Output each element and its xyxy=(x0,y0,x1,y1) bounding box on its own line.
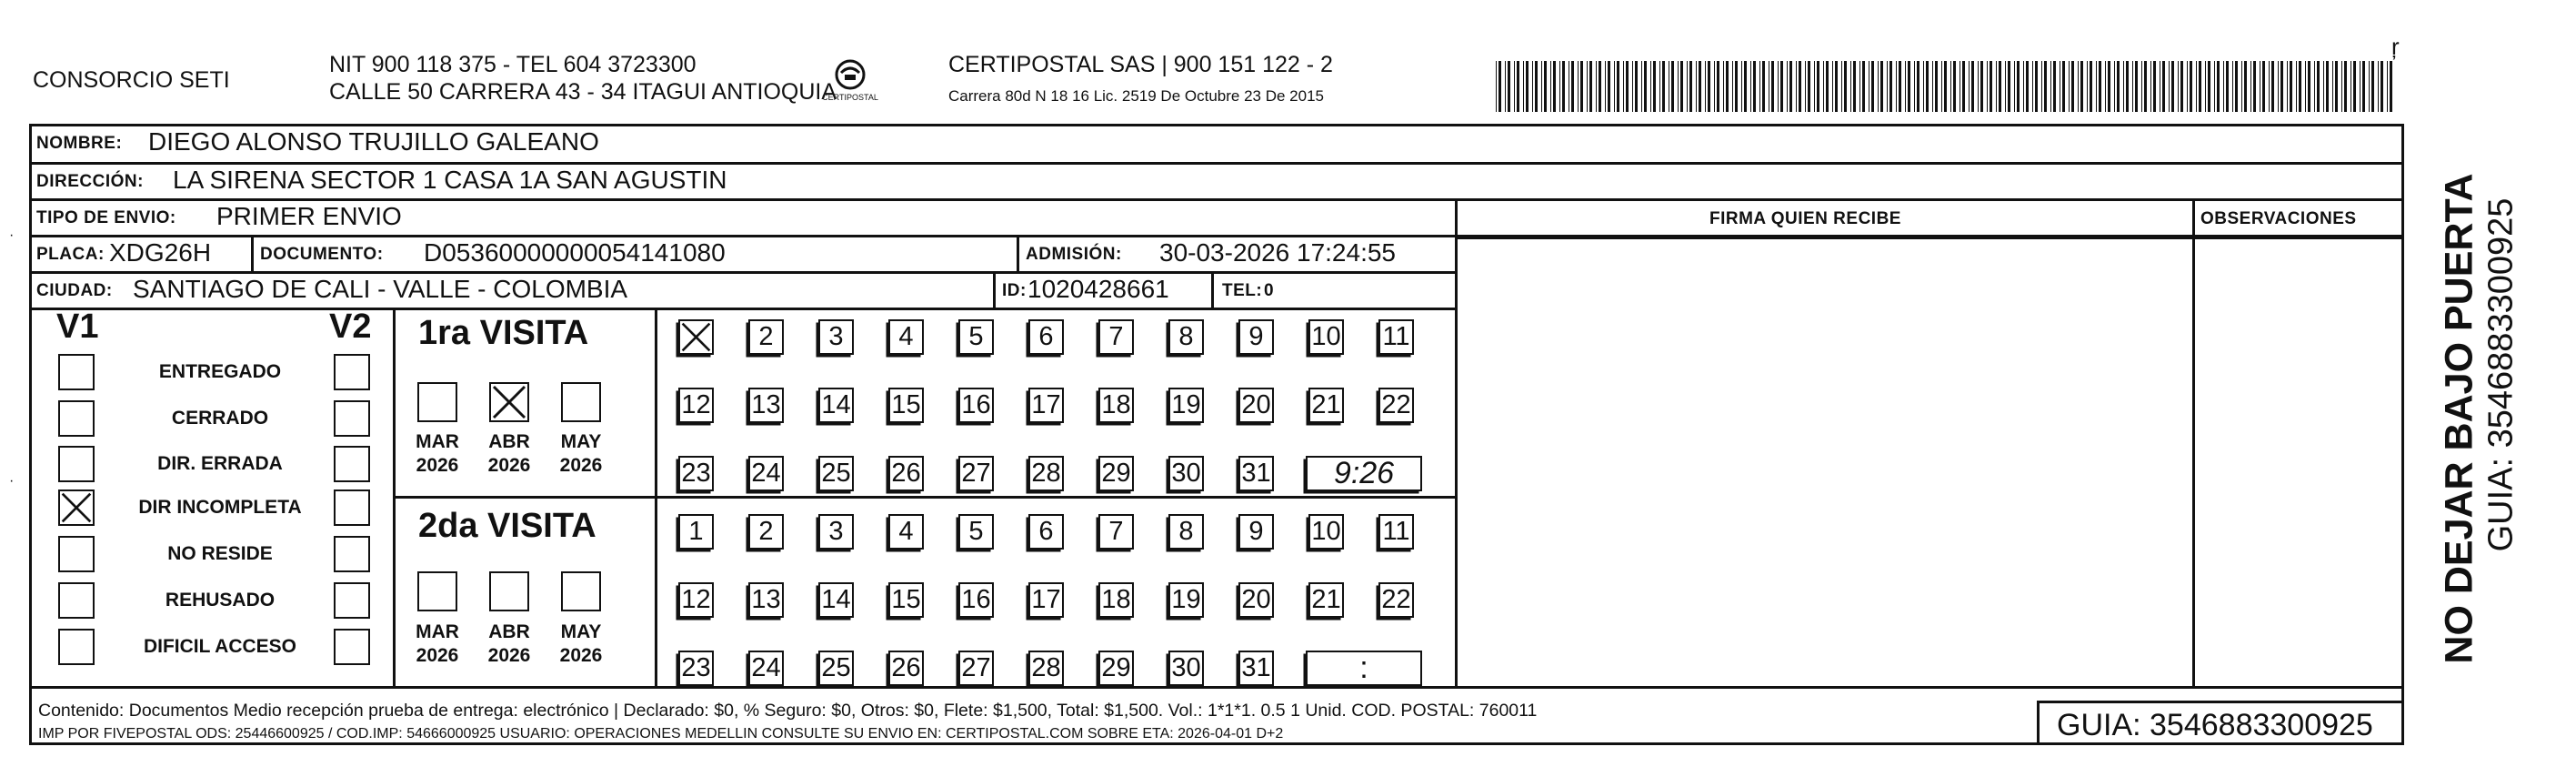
month-label: MAR 2026 xyxy=(416,621,459,666)
day-box[interactable]: 28 xyxy=(1028,456,1064,491)
day-box[interactable]: 18 xyxy=(1098,582,1134,618)
nombre-label: NOMBRE: xyxy=(36,134,123,153)
v1-checkbox[interactable] xyxy=(58,629,95,665)
day-box[interactable]: 29 xyxy=(1098,456,1134,491)
day-box[interactable]: 7 xyxy=(1098,319,1134,355)
day-box[interactable]: 18 xyxy=(1098,388,1134,423)
day-box[interactable]: 8 xyxy=(1168,319,1204,355)
documento-label: DOCUMENTO: xyxy=(260,245,384,264)
status-label: DIR. ERRADA xyxy=(157,453,283,474)
day-box[interactable]: 17 xyxy=(1028,388,1064,423)
admision-label: ADMISIÓN: xyxy=(1026,245,1122,264)
admision-value: 30-03-2026 17:24:55 xyxy=(1159,238,1396,267)
day-box[interactable]: 1 xyxy=(678,514,714,550)
scan-mark: · xyxy=(9,227,15,243)
logo-text: CERTIPOSTAL xyxy=(822,93,878,102)
v1-checkbox[interactable] xyxy=(58,400,95,437)
ciudad-value: SANTIAGO DE CALI - VALLE - COLOMBIA xyxy=(133,275,628,303)
v1-checkbox[interactable] xyxy=(58,446,95,482)
day-box[interactable]: 22 xyxy=(1378,582,1414,618)
status-label: CERRADO xyxy=(171,408,269,429)
nit-line: NIT 900 118 375 - TEL 604 3723300 xyxy=(329,52,697,77)
v1-checkbox[interactable] xyxy=(58,536,95,572)
day-box[interactable]: 3 xyxy=(818,514,854,550)
certipostal-line: CERTIPOSTAL SAS | 900 151 122 - 2 xyxy=(948,52,1333,77)
day-box[interactable]: 13 xyxy=(748,582,784,618)
observaciones-label: OBSERVACIONES xyxy=(2200,209,2357,228)
month-label: ABR 2026 xyxy=(487,621,531,666)
status-label: NO RESIDE xyxy=(167,543,273,564)
day-box[interactable]: 22 xyxy=(1378,388,1414,423)
certipostal-logo xyxy=(823,53,877,107)
day-box[interactable]: 30 xyxy=(1168,456,1204,491)
direccion-label: DIRECCIÓN: xyxy=(36,172,144,191)
v2-checkbox[interactable] xyxy=(334,629,370,665)
tipo-envio-label: TIPO DE ENVIO: xyxy=(36,208,176,227)
status-label: ENTREGADO xyxy=(158,361,282,382)
day-box[interactable]: 2 xyxy=(748,514,784,550)
tel-label: TEL: xyxy=(1222,281,1263,300)
day-box[interactable]: 12 xyxy=(678,388,714,423)
license-line: Carrera 80d N 18 16 Lic. 2519 De Octubre 23 De 2015 xyxy=(948,87,1324,105)
day-box[interactable]: 13 xyxy=(748,388,784,423)
month-label: MAY 2026 xyxy=(559,621,603,666)
day-box[interactable]: 16 xyxy=(958,582,994,618)
month-label: MAR 2026 xyxy=(416,431,459,476)
second-visit-label: 2da VISITA xyxy=(418,507,596,545)
month-checkbox[interactable] xyxy=(561,571,601,611)
status-label: REHUSADO xyxy=(165,590,276,610)
v2-checkbox[interactable] xyxy=(334,489,370,526)
day-box[interactable]: 3 xyxy=(818,319,854,355)
id-label: ID: xyxy=(1002,281,1027,300)
day-box[interactable]: 9 xyxy=(1238,514,1274,550)
day-box[interactable]: 4 xyxy=(888,514,924,550)
day-box[interactable]: 23 xyxy=(678,651,714,686)
month-checkbox[interactable] xyxy=(417,571,457,611)
documento-value: D05360000000054141080 xyxy=(424,238,726,267)
v1-checkbox[interactable] xyxy=(58,489,95,526)
month-label: ABR 2026 xyxy=(487,431,531,476)
day-box[interactable]: 27 xyxy=(958,456,994,491)
day-box[interactable]: 27 xyxy=(958,651,994,686)
v2-checkbox[interactable] xyxy=(334,536,370,572)
address-line: CALLE 50 CARRERA 43 - 34 ITAGUI ANTIOQUIA xyxy=(329,79,837,105)
day-box[interactable]: 25 xyxy=(818,456,854,491)
v1-checkbox[interactable] xyxy=(58,354,95,390)
time-box[interactable]: : xyxy=(1306,651,1422,686)
day-box[interactable]: 23 xyxy=(678,456,714,491)
month-checkbox[interactable] xyxy=(417,382,457,422)
day-box[interactable]: 12 xyxy=(678,582,714,618)
day-box[interactable]: 30 xyxy=(1168,651,1204,686)
contenido-text: Contenido: Documentos Medio recepción prueba de entrega: electrónico | Declarado: $0, % Seguro: $0, Otros: $0, Flete: $1,500, Total: $1,500. Vol.: 1*1*1. 0.5 1 Unid. COD. POSTAL: 760011 xyxy=(38,701,1538,721)
day-box[interactable]: 11 xyxy=(1378,319,1414,355)
v2-checkbox[interactable] xyxy=(334,446,370,482)
day-box[interactable]: 17 xyxy=(1028,582,1064,618)
month-checkbox[interactable] xyxy=(561,382,601,422)
status-label: DIR INCOMPLETA xyxy=(138,497,302,518)
day-box[interactable]: 5 xyxy=(958,514,994,550)
ciudad-label: CIUDAD: xyxy=(36,281,113,300)
day-box[interactable]: 28 xyxy=(1028,651,1064,686)
day-box[interactable]: 31 xyxy=(1238,456,1274,491)
v2-checkbox[interactable] xyxy=(334,354,370,390)
v1-checkbox[interactable] xyxy=(58,582,95,619)
day-box[interactable]: 6 xyxy=(1028,514,1064,550)
day-box[interactable]: 20 xyxy=(1238,582,1274,618)
day-box[interactable]: 6 xyxy=(1028,319,1064,355)
day-box[interactable]: 26 xyxy=(888,456,924,491)
day-box[interactable]: 24 xyxy=(748,651,784,686)
day-box[interactable]: 14 xyxy=(818,388,854,423)
v2-checkbox[interactable] xyxy=(334,582,370,619)
day-box[interactable]: 14 xyxy=(818,582,854,618)
pen-mark: ŗ xyxy=(2391,33,2400,60)
company-name: CONSORCIO SETI xyxy=(33,67,230,93)
firma-label: FIRMA QUIEN RECIBE xyxy=(1709,209,1901,228)
day-box[interactable]: 20 xyxy=(1238,388,1274,423)
day-box[interactable] xyxy=(678,319,714,355)
side-guia-text: GUIA: 3546883300925 xyxy=(2481,197,2521,552)
direccion-value: LA SIRENA SECTOR 1 CASA 1A SAN AGUSTIN xyxy=(173,166,727,194)
time-box[interactable]: 9:26 xyxy=(1306,456,1422,491)
day-box[interactable]: 29 xyxy=(1098,651,1134,686)
day-box[interactable]: 24 xyxy=(748,456,784,491)
day-box[interactable]: 4 xyxy=(888,319,924,355)
status-label: DIFICIL ACCESO xyxy=(143,636,296,657)
guia-footer: GUIA: 3546883300925 xyxy=(2057,708,2373,742)
day-box[interactable]: 25 xyxy=(818,651,854,686)
placa-value: XDG26H xyxy=(109,238,212,267)
scan-mark: · xyxy=(9,473,15,489)
day-box[interactable]: 10 xyxy=(1308,319,1344,355)
nombre-value: DIEGO ALONSO TRUJILLO GALEANO xyxy=(148,127,599,156)
day-box[interactable]: 31 xyxy=(1238,651,1274,686)
day-box[interactable]: 26 xyxy=(888,651,924,686)
day-box[interactable]: 5 xyxy=(958,319,994,355)
first-visit-label: 1ra VISITA xyxy=(418,314,589,352)
day-box[interactable]: 19 xyxy=(1168,582,1204,618)
v2-checkbox[interactable] xyxy=(334,400,370,437)
day-box[interactable]: 11 xyxy=(1378,514,1414,550)
day-box[interactable]: 10 xyxy=(1308,514,1344,550)
month-checkbox[interactable] xyxy=(489,571,529,611)
day-box[interactable]: 7 xyxy=(1098,514,1134,550)
imp-text: IMP POR FIVEPOSTAL ODS: 25446600925 / COD.IMP: 54666000925 USUARIO: OPERACIONES MEDELLIN CONSULTE SU ENVIO EN: CERTIPOSTAL.COM SOBRE ETA: 2026-04-01 D+2 xyxy=(38,726,1284,742)
placa-label: PLACA: xyxy=(36,245,105,264)
day-box[interactable]: 16 xyxy=(958,388,994,423)
day-box[interactable]: 21 xyxy=(1308,388,1344,423)
day-box[interactable]: 9 xyxy=(1238,319,1274,355)
no-dejar-text: NO DEJAR BAJO PUERTA xyxy=(2437,173,2481,664)
tipo-envio-value: PRIMER ENVIO xyxy=(216,202,402,230)
day-box[interactable]: 21 xyxy=(1308,582,1344,618)
id-value: 1020428661 xyxy=(1027,275,1169,303)
v2-label: V2 xyxy=(329,308,372,346)
month-checkbox[interactable] xyxy=(489,382,529,422)
tel-value: 0 xyxy=(1264,281,1275,300)
day-box[interactable]: 15 xyxy=(888,388,924,423)
month-label: MAY 2026 xyxy=(559,431,603,476)
v1-label: V1 xyxy=(56,308,99,346)
barcode xyxy=(1496,61,2396,112)
day-box[interactable]: 2 xyxy=(748,319,784,355)
day-box[interactable]: 8 xyxy=(1168,514,1204,550)
day-box[interactable]: 19 xyxy=(1168,388,1204,423)
day-box[interactable]: 15 xyxy=(888,582,924,618)
